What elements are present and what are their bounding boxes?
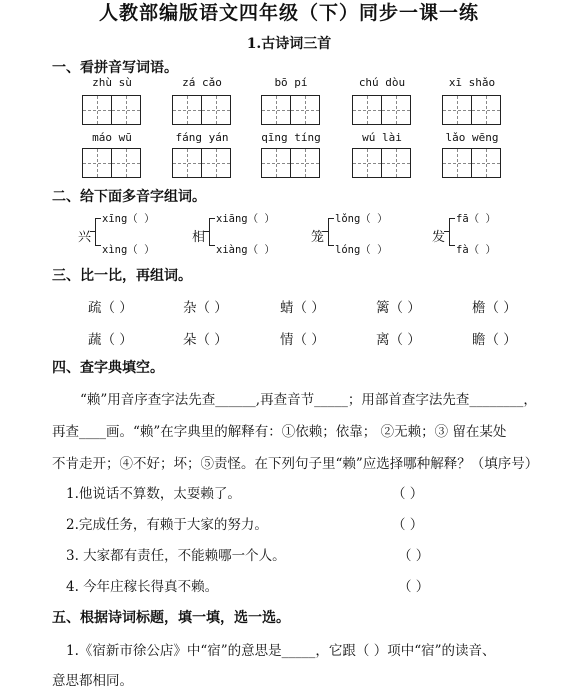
grid-cell[interactable]	[261, 95, 291, 125]
grid-cell[interactable]	[471, 95, 501, 125]
lesson-title: 1.古诗词三首	[246, 36, 332, 52]
writing-grid[interactable]	[261, 95, 319, 125]
grid-cell[interactable]	[381, 95, 411, 125]
polyphone-reading: xiāng（ ）	[216, 213, 275, 225]
brace-mark	[209, 218, 215, 246]
pinyin-label: xī shǎo	[448, 76, 496, 89]
grid-cell[interactable]	[82, 95, 112, 125]
writing-grid[interactable]	[261, 148, 319, 178]
grid-cell[interactable]	[111, 95, 141, 125]
brace-mark	[328, 218, 334, 246]
brace-tick	[204, 231, 210, 232]
compare-item: 瞻（ ）	[472, 332, 517, 348]
brace-mark	[95, 218, 101, 246]
compare-item: 蜻（ ）	[280, 300, 325, 316]
compare-item: 杂（ ）	[183, 300, 228, 316]
compare-item: 蔬（ ）	[88, 332, 133, 348]
grid-cell[interactable]	[111, 148, 141, 178]
section-4-heading: 四、查字典填空。	[52, 360, 164, 376]
compare-item: 离（ ）	[376, 332, 421, 348]
brace-tick	[444, 231, 450, 232]
polyphone-reading: lǒng（ ）	[335, 213, 388, 225]
pinyin-label: máo wū	[92, 131, 132, 144]
grid-cell[interactable]	[201, 148, 231, 178]
dict-answer-2: （ ）	[392, 517, 424, 533]
section-5-heading: 五、根据诗词标题，填一填，选一选。	[52, 610, 290, 626]
pinyin-label: qīng tíng	[261, 131, 321, 144]
pinyin-label: chú dòu	[358, 76, 406, 89]
writing-grid[interactable]	[352, 148, 410, 178]
dict-answer-1: （ ）	[392, 486, 424, 502]
grid-cell[interactable]	[442, 95, 472, 125]
grid-cell[interactable]	[471, 148, 501, 178]
writing-grid[interactable]	[82, 148, 140, 178]
grid-cell[interactable]	[201, 95, 231, 125]
pinyin-label: wú lài	[362, 131, 402, 144]
compare-item: 情（ ）	[280, 332, 325, 348]
polyphone-char: 兴	[78, 230, 92, 245]
grid-cell[interactable]	[352, 95, 382, 125]
compare-item: 篱（ ）	[376, 300, 421, 316]
section-1-heading: 一、看拼音写词语。	[52, 60, 178, 76]
brace-mark	[449, 218, 455, 246]
pinyin-label: lǎo wēng	[445, 131, 499, 144]
section-3-heading: 三、比一比，再组词。	[52, 268, 192, 284]
writing-grid[interactable]	[442, 95, 500, 125]
compare-item: 疏（ ）	[88, 300, 133, 316]
polyphone-reading: xiàng（ ）	[216, 244, 275, 256]
pinyin-label: zhù sù	[92, 76, 132, 89]
pinyin-label: zá cǎo	[182, 76, 222, 89]
grid-cell[interactable]	[290, 95, 320, 125]
polyphone-reading: fà（ ）	[456, 244, 496, 256]
writing-grid[interactable]	[172, 95, 230, 125]
grid-cell[interactable]	[352, 148, 382, 178]
page-title: 人教部编版语文四年级（下）同步一课一练	[98, 2, 479, 24]
pinyin-label: bō pí	[274, 76, 308, 89]
brace-tick	[323, 231, 329, 232]
dict-question-1: 1.他说话不算数，太耍赖了。	[66, 486, 241, 502]
grid-cell[interactable]	[381, 148, 411, 178]
polyphone-reading: fā（ ）	[456, 213, 496, 225]
dict-answer-3: （ ）	[398, 548, 430, 564]
polyphone-reading: lóng（ ）	[335, 244, 388, 256]
pinyin-label: fáng yán	[175, 131, 229, 144]
grid-cell[interactable]	[290, 148, 320, 178]
grid-cell[interactable]	[172, 148, 202, 178]
dict-paragraph-line-1: “赖”用音序查字法先查______,再查音节_____；用部首查字法先查________，	[80, 392, 537, 408]
polyphone-reading: xīng（ ）	[102, 213, 155, 225]
polyphone-char: 相	[192, 230, 206, 245]
dict-answer-4: （ ）	[398, 579, 430, 595]
grid-cell[interactable]	[442, 148, 472, 178]
poem-question-line-1: 1.《宿新市徐公店》中“宿”的意思是_____，它跟（ ）项中“宿”的读音、	[66, 643, 496, 659]
dict-paragraph-line-2: 再查____画。“赖”在字典里的解释有：①依赖；依靠； ②无赖；③ 留在某处	[52, 424, 507, 440]
compare-item: 檐（ ）	[472, 300, 517, 316]
grid-cell[interactable]	[172, 95, 202, 125]
grid-cell[interactable]	[261, 148, 291, 178]
writing-grid[interactable]	[352, 95, 410, 125]
writing-grid[interactable]	[172, 148, 230, 178]
writing-grid[interactable]	[82, 95, 140, 125]
compare-item: 朵（ ）	[183, 332, 228, 348]
writing-grid[interactable]	[442, 148, 500, 178]
dict-paragraph-line-3: 不肯走开；④不好；坏；⑤责怪。在下列句子里“赖”应选择哪种解释？（填序号）	[52, 456, 539, 472]
polyphone-char: 发	[432, 230, 446, 245]
dict-question-2: 2.完成任务，有赖于大家的努力。	[66, 517, 268, 533]
polyphone-reading: xìng（ ）	[102, 244, 155, 256]
brace-tick	[90, 231, 96, 232]
dict-question-3: 3. 大家都有责任，不能赖哪一个人。	[66, 548, 286, 564]
section-2-heading: 二、给下面多音字组词。	[52, 189, 206, 205]
grid-cell[interactable]	[82, 148, 112, 178]
polyphone-char: 笼	[311, 230, 325, 245]
poem-question-line-2: 意思都相同。	[52, 673, 133, 689]
dict-question-4: 4. 今年庄稼长得真不赖。	[66, 579, 219, 595]
